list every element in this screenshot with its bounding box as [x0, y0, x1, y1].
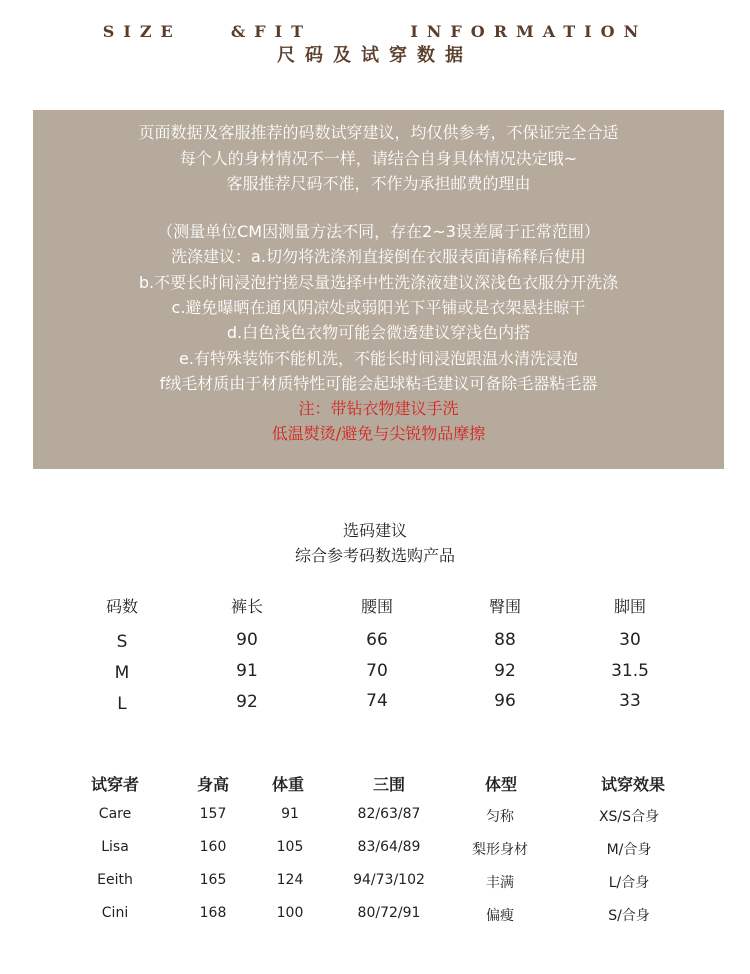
tryon-cell: Cini	[101, 905, 129, 921]
notice-warning-line: 注：带钻衣物建议手洗	[298, 399, 459, 418]
tryon-cell: 82/63/87	[357, 806, 421, 822]
size-cell: M	[114, 663, 130, 683]
tryon-cell: 157	[199, 806, 227, 822]
tryon-cell: M/合身	[606, 842, 652, 858]
size-cell: 91	[236, 661, 258, 681]
size-cell: 92	[236, 692, 258, 712]
notice-line: c.避免曝晒在通风阴凉处或弱阳光下平铺或是衣架悬挂晾干	[171, 298, 586, 317]
tryon-header-cell: 试穿者	[90, 775, 140, 794]
tryon-cell: 80/72/91	[357, 905, 421, 921]
tryon-cell: 偏瘦	[486, 908, 514, 924]
notice-line: f绒毛材质由于材质特性可能会起球粘毛建议可备除毛器粘毛器	[159, 374, 598, 393]
tryon-cell: XS/S合身	[598, 809, 660, 825]
tryon-cell: L/合身	[608, 875, 650, 891]
size-cell: 92	[494, 661, 516, 681]
tryon-header-cell: 身高	[196, 775, 230, 794]
tryon-cell: 105	[276, 839, 304, 855]
tryon-cell: 匀称	[486, 809, 514, 825]
tryon-cell: 100	[276, 905, 304, 921]
size-cell: 33	[619, 691, 641, 711]
size-cell: 96	[494, 691, 516, 711]
size-header-cell: 臀围	[488, 597, 522, 616]
tryon-cell: 94/73/102	[353, 872, 425, 888]
header-title-en: SIZE &FIT INFORMATION	[102, 22, 648, 41]
notice-line: e.有特殊装饰不能机洗，不能长时间浸泡跟温水清洗浸泡	[179, 349, 578, 368]
size-cell: 70	[366, 661, 388, 681]
tryon-header-cell: 体重	[271, 775, 305, 794]
size-cell: S	[116, 632, 128, 652]
size-cell: 31.5	[611, 661, 649, 681]
tryon-cell: Lisa	[101, 839, 129, 855]
tryon-cell: 梨形身材	[472, 842, 528, 858]
tryon-cell: 168	[199, 905, 227, 921]
size-cell: 90	[236, 630, 258, 650]
tryon-cell: S/合身	[608, 908, 650, 924]
size-cell: 88	[494, 630, 516, 650]
tryon-cell: 91	[281, 806, 299, 822]
notice-panel	[33, 110, 724, 469]
size-header-cell: 码数	[105, 597, 139, 616]
tryon-cell: Care	[98, 806, 132, 822]
notice-line: b.不要长时间浸泡拧搓尽量选择中性洗涤液建议深浅色衣服分开洗涤	[138, 273, 619, 292]
size-cell: 30	[619, 630, 641, 650]
size-section-subtitle: 综合参考码数选购产品	[294, 546, 455, 565]
tryon-cell: 83/64/89	[357, 839, 421, 855]
notice-line: 每个人的身材情况不一样，请结合自身具体情况决定哦~	[179, 149, 578, 168]
size-cell: L	[117, 694, 127, 714]
notice-line: 页面数据及客服推荐的码数试穿建议，均仅供参考，不保证完全合适	[138, 123, 619, 142]
size-cell: 74	[366, 691, 388, 711]
notice-line: 洗涤建议：a.切勿将洗涤剂直接倒在衣服表面请稀释后使用	[171, 247, 586, 266]
size-header-cell: 脚围	[613, 597, 647, 616]
tryon-header-cell: 体型	[484, 775, 518, 794]
tryon-cell: 160	[199, 839, 227, 855]
size-header-cell: 腰围	[360, 597, 394, 616]
tryon-header-cell: 三围	[372, 775, 406, 794]
size-cell: 66	[366, 630, 388, 650]
tryon-cell: 165	[199, 872, 227, 888]
notice-warning-line: 低温熨烫/避免与尖锐物品摩擦	[271, 424, 486, 443]
tryon-cell: 124	[276, 872, 304, 888]
size-section-title: 选码建议	[342, 521, 407, 540]
notice-line: 客服推荐尺码不准，不作为承担邮费的理由	[226, 174, 531, 193]
notice-line: d.白色浅色衣物可能会微透建议穿浅色内搭	[226, 323, 531, 342]
tryon-cell: Eeith	[97, 872, 133, 888]
notice-line: （测量单位CM因测量方法不同，存在2~3误差属于正常范围）	[157, 222, 600, 241]
tryon-cell: 丰满	[486, 875, 514, 891]
header-title-cn: 尺码及试穿数据	[277, 45, 473, 66]
size-header-cell: 裤长	[230, 597, 264, 616]
tryon-header-cell: 试穿效果	[600, 775, 666, 794]
